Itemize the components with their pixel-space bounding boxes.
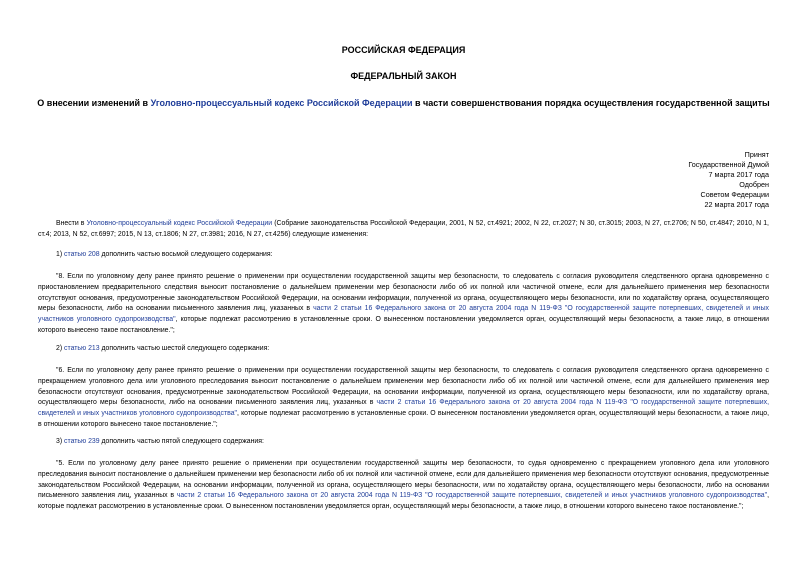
adoption-block: [688, 150, 769, 180]
approval-line-1: Одобрен: [739, 180, 769, 189]
article-208-link[interactable]: статью 208: [64, 251, 100, 258]
intro-suffix: (Собрание законодательства Российской Федерации, 2001, N 52, ст.4921; 2002, N 22, ст.2027; N 30, ст.3015; 2003, N 27, ст.2706; N 50, ст.4847; 2010, N 1, ст.4; 2013, N 52, ст.6997; 2015, N 13, ст.1806; N 27, ст.3981; 2016, N 27, ст.4256) следующие изменения:: [38, 220, 769, 238]
item-2-quote-before: "6. Если по уголовному делу ранее принято решение о применении при осуществлении государственной защиты мер безопасности, то следователь с согласия руководителя следственного органа одновременно с прекращением уголовного дела или уголовного преследования выносит постановление о дальнейшем применении мер безопасности либо об их полной или частичной отмене, если для дальнейшего применения мер безопасности отсутствуют основания, предусмотренные законодательством Российской Федерации, на основании информации, полученной из органа, осуществляющего меры безопасности, или по ходатайству органа, осуществляющего меры безопасности, либо на основании письменного заявления лиц, указанных в: [38, 367, 769, 407]
approval-block: [701, 180, 769, 210]
law-119-link-2[interactable]: части 2 статьи 16 Федерального закона от 20 августа 2004 года N 119-ФЗ "О государственной защите потерпевших, свидетелей и иных участников уголовного судопроизводства": [38, 399, 769, 418]
article-213-link[interactable]: статью 213: [64, 345, 100, 352]
item-2-quote-after: , которые подлежат рассмотрению в установленные сроки. О вынесенном постановлении уведомляется орган, осуществляющий меры безопасности, а также лицо, в отношении которого вынесено такое постановление.";: [38, 410, 769, 428]
item-3-heading: [38, 437, 769, 448]
approval-line-3: 22 марта 2017 года: [704, 200, 769, 209]
item-1-text: дополнить частью восьмой следующего содержания:: [99, 251, 273, 258]
item-2-num: 2): [56, 345, 65, 352]
law-119-link-3[interactable]: части 2 статьи 16 Федерального закона от 20 августа 2004 года N 119-ФЗ "О государственной защите потерпевших, свидетелей и иных участников уголовного судопроизводства": [176, 492, 768, 500]
item-1-num: 1): [56, 251, 65, 258]
adoption-line-2: Государственной Думой: [688, 160, 769, 169]
item-1-heading: [38, 250, 769, 261]
item-2-text: дополнить частью шестой следующего содержания:: [99, 345, 270, 352]
law-type-heading: ФЕДЕРАЛЬНЫЙ ЗАКОН: [350, 71, 457, 81]
code-link-title[interactable]: Уголовно-процессуальный кодекс Российской Федерации: [150, 98, 413, 108]
law-title: [0, 98, 807, 108]
item-3-quote: [38, 459, 769, 513]
item-2-heading: [38, 344, 769, 355]
item-1-quote: [38, 272, 769, 337]
law-title-prefix: О внесении изменений в: [37, 98, 151, 108]
item-1-quote-after: , которые подлежат рассмотрению в установленные сроки. О вынесенном постановлении уведомляется орган, осуществляющий меры безопасности, а также лицо, в отношении которого вынесено такое постановление.";: [38, 316, 769, 334]
item-1-quote-before: "8. Если по уголовному делу ранее принято решение о применении при осуществлении государственной защиты мер безопасности, то следователь с согласия руководителя следственного органа одновременно с приостановлением предварительного следствия выносит постановление о дальнейшем применении мер безопасности либо об их полной или частичной отмене, если для дальнейшего применения мер безопасности отсутствуют основания, предусмотренные законодательством Российской Федерации, на основании информации, полученной из органа, осуществляющего меры безопасности, или по ходатайству органа, осуществляющего меры безопасности, либо на основании письменного заявления лиц, указанных в: [38, 273, 769, 313]
country-heading: РОССИЙСКАЯ ФЕДЕРАЦИЯ: [341, 45, 466, 55]
item-2-quote: [38, 366, 769, 431]
adoption-line-3: 7 марта 2017 года: [708, 170, 769, 179]
item-3-num: 3): [56, 438, 65, 445]
item-3-quote-before: "5. Если по уголовному делу ранее принято решение о применении при осуществлении государственной защиты мер безопасности, то судья одновременно с прекращением уголовного дела или уголовного преследования выносит постановление о дальнейшем применении мер безопасности либо об их полной или частичной отмене, если для дальнейшего применения мер безопасности отсутствуют основания, предусмотренные законодательством Российской Федерации, на основании информации, полученной из органа, осуществляющего меры безопасности, или по ходатайству органа, осуществляющего меры безопасности, либо на основании письменного заявления лиц, указанных в: [38, 460, 769, 500]
code-link-intro[interactable]: Уголовно-процессуальный кодекс Российской Федерации: [86, 220, 273, 227]
intro-paragraph: [38, 219, 769, 241]
item-3-text: дополнить частью пятой следующего содержания:: [99, 438, 264, 445]
item-3-quote-after: , которые подлежат рассмотрению в установленные сроки. О вынесенном постановлении уведомляется орган, осуществляющий меры безопасности, а также лицо, в отношении которого вынесено такое постановление.";: [38, 492, 769, 511]
article-239-link[interactable]: статью 239: [64, 438, 100, 445]
law-title-suffix: в части совершенствования порядка осуществления государственной защиты: [412, 98, 770, 108]
approval-line-2: Советом Федерации: [700, 190, 769, 199]
intro-prefix: Внести в: [56, 220, 87, 227]
adoption-line-1: Принят: [744, 150, 769, 159]
law-119-link-1[interactable]: части 2 статьи 16 Федерального закона от 20 августа 2004 года N 119-ФЗ "О государственной защите потерпевших, свидетелей и иных участников уголовного судопроизводства": [38, 305, 769, 324]
